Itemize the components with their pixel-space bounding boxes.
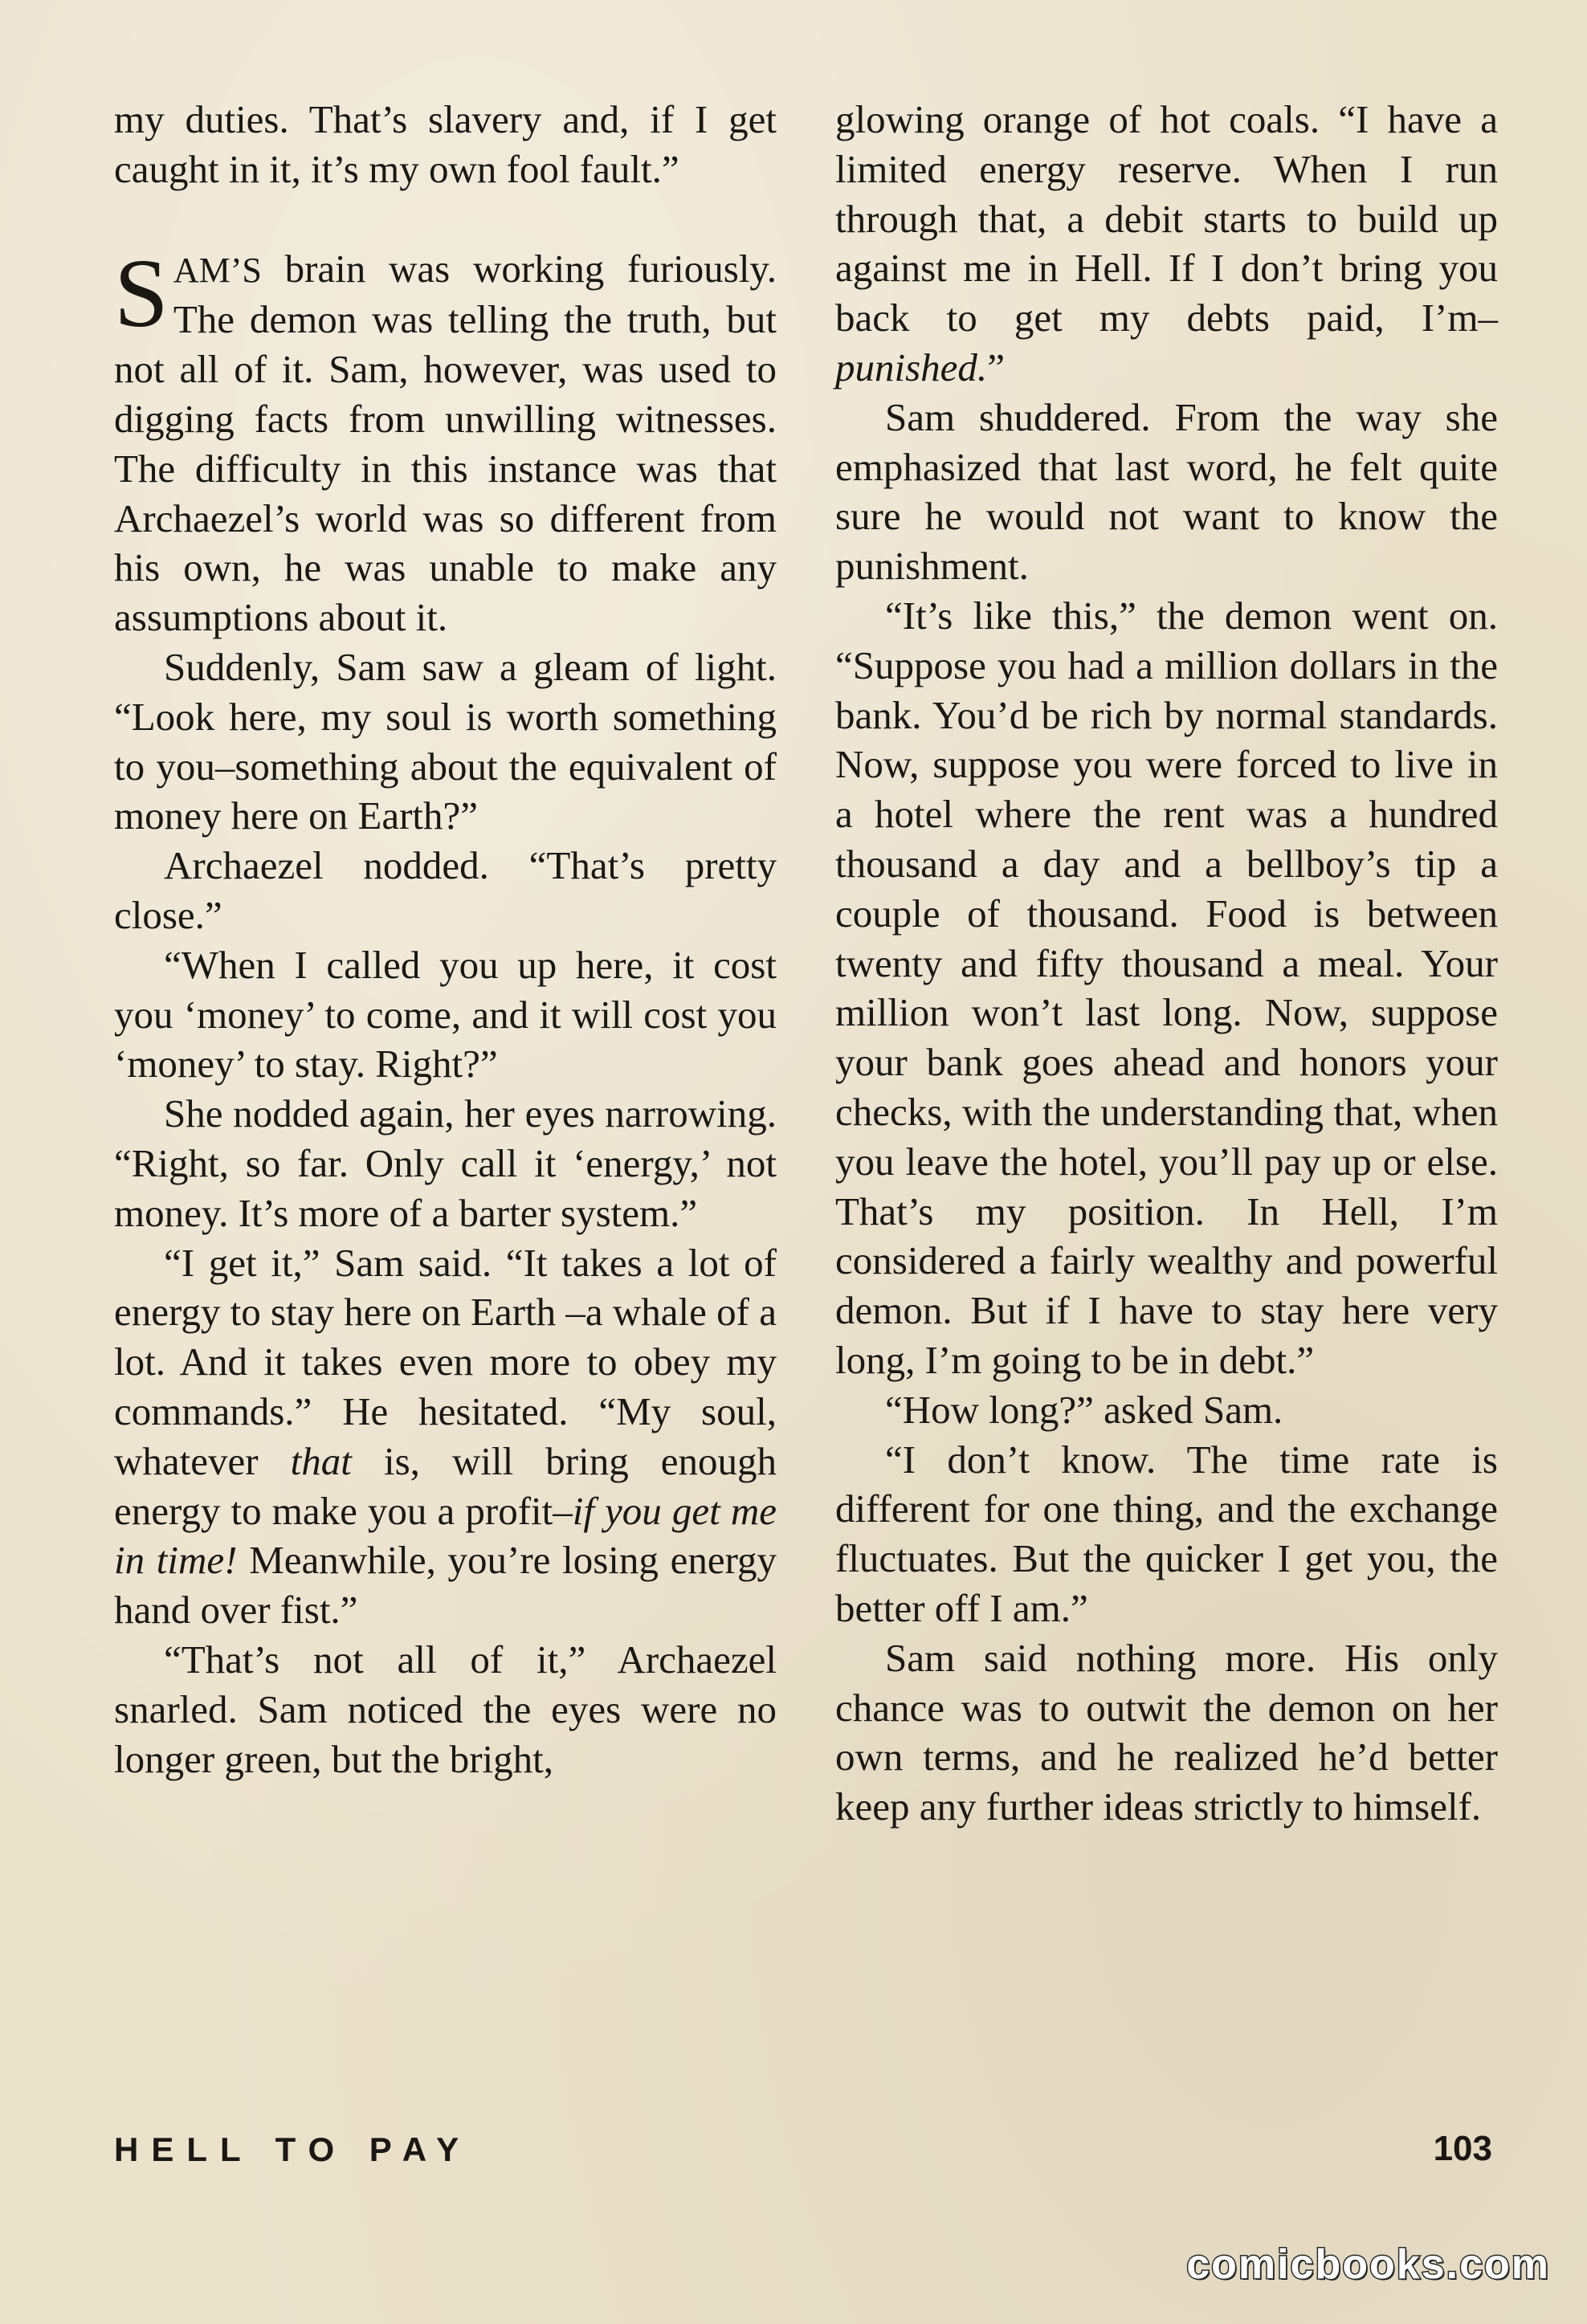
paragraph-dropcap xyxy=(114,239,777,642)
paragraph: She nodded again, her eyes narrowing. “Right, so far. Only call it ‘energy,’ not money. It’s more of a barter system.” xyxy=(114,1091,777,1235)
paragraph-text: “I get it,” Sam said. “It takes a lot of energy to stay here on Earth –a whale of a lot. And it takes even more to obey my commands.” He hesitated. “My soul, whatever xyxy=(114,1240,777,1483)
page-number: 103 xyxy=(1433,2129,1492,2168)
paragraph: Archaezel nodded. “That’s pretty close.” xyxy=(114,843,777,937)
paragraph: “It’s like this,” the demon went on. “Suppose you had a million dollars in the bank. You’d be rich by normal standards. Now, suppose you were forced to live in a hotel where the rent was a hundred thousand a day and a bellboy’s tip a couple of thousand. Food is between twenty and fifty thousand a meal. Your million won’t last long. Now, suppose your bank goes ahead and honors your checks, with the understanding that, when you leave the hotel, you’ll pay up or else. That’s my position. In Hell, I’m considered a fairly wealthy and powerful demon. But if I have to stay here very long, I’m going to be in debt.” xyxy=(835,593,1498,1382)
paragraph-text: glowing orange of hot coals. “I have a limited energy reserve. When I run through that, a debit starts to build up against me in Hell. If I don’t bring you back to get my debts paid, I’m– xyxy=(835,97,1498,340)
paragraph xyxy=(835,95,1498,393)
paragraph-text: Meanwhile, you’re losing energy hand over fist.” xyxy=(114,1538,777,1633)
left-column xyxy=(114,95,777,1784)
paragraph: “How long?” asked Sam. xyxy=(885,1387,1283,1432)
italic-text: that xyxy=(290,1438,352,1483)
paragraph-text: is, will bring enough energy to make you a profit– xyxy=(114,1438,777,1533)
paragraph: my duties. That’s slavery and, if I get caught in it, it’s my own fool fault.” xyxy=(114,97,777,191)
italic-text: if you get me in time! xyxy=(114,1488,777,1583)
paragraph-text: ” xyxy=(987,345,1005,389)
watermark-logo: comicbooks.com xyxy=(1186,2241,1550,2288)
paragraph: Sam shuddered. From the way she emphasized that last word, he felt quite sure he would not want to know the punishment. xyxy=(835,394,1498,589)
paragraph: Sam said nothing more. His only chance was to outwit the demon on her own terms, and he realized he’d better keep any further ideas strictly to himself. xyxy=(835,1635,1498,1829)
drop-cap-letter: S xyxy=(114,239,169,348)
paragraph: “I don’t know. The time rate is different for one thing, and the exchange fluctuates. But the quicker I get you, the better off I am.” xyxy=(835,1437,1498,1630)
paragraph: “When I called you up here, it cost you ‘money’ to come, and it will cost you ‘money’ to stay. Right?” xyxy=(114,942,777,1087)
paragraph xyxy=(114,1238,777,1635)
smallcaps-word: AM’S xyxy=(173,250,262,290)
right-column xyxy=(835,95,1498,1832)
paragraph: Suddenly, Sam saw a gleam of light. “Look here, my soul is worth something to you–something about the equivalent of money here on Earth?” xyxy=(114,644,777,838)
paragraph: “That’s not all of it,” Archaezel snarled. Sam noticed the eyes were no longer green, but the bright, xyxy=(114,1637,777,1781)
paragraph-text: brain was working furiously. The demon was telling the truth, but not all of it. Sam, however, was used to digging facts from unwilling witnesses. The difficulty in this instance was that Archaezel’s world was so different from his own, he was unable to make any assumptions about it. xyxy=(114,246,777,640)
italic-text: punished. xyxy=(835,345,988,389)
running-footer-title: HELL TO PAY xyxy=(114,2130,472,2168)
